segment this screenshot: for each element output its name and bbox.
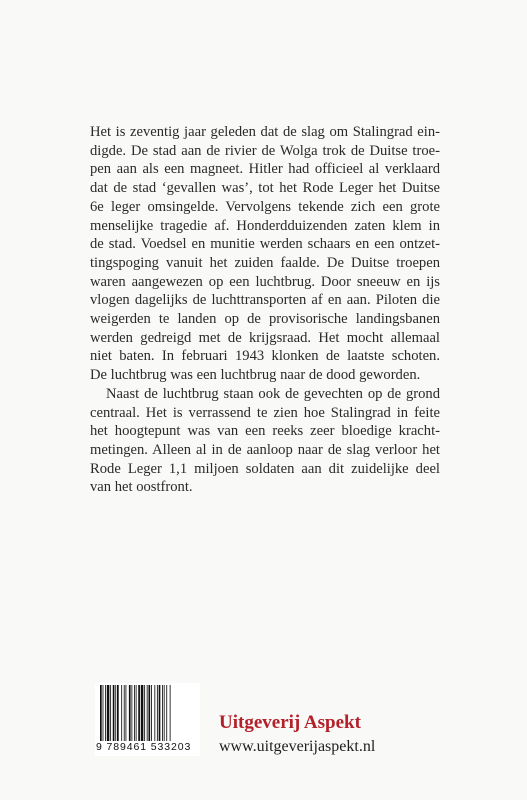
text-line: waren aangewezen op een luchtbrug. Door sneeuw en ijs: [90, 273, 440, 290]
barcode-bar: [136, 685, 137, 741]
barcode-bar: [164, 685, 165, 741]
text-line: De luchtbrug was een luchtbrug naar de dood geworden.: [90, 367, 421, 384]
barcode-bar: [129, 685, 131, 741]
barcode-bar: [141, 685, 144, 741]
text-line: menselijke tragedie af. Honderdduizenden zaten klem in: [90, 217, 440, 234]
barcode-bar: [159, 685, 161, 741]
text-line: Rode Leger 1,1 miljoen soldaten aan dit zuidelijke deel: [90, 460, 440, 477]
publisher-name: Uitgeverij Aspekt: [219, 712, 361, 733]
text-line: pen aan als een magneet. Hitler had officieel al verklaard: [90, 161, 440, 178]
text-line: vlogen dagelijks de luchttransporten af en aan. Piloten die: [90, 292, 440, 309]
blurb-paragraph-2: [90, 385, 440, 497]
barcode-bar: [113, 685, 115, 741]
barcode-bar: [147, 685, 148, 741]
barcode-bar: [157, 685, 158, 741]
blurb-paragraph-1: [90, 123, 440, 385]
text-line: dat de stad ‘gevallen was’, tot het Rode Leger het Duitse: [90, 180, 440, 197]
text-line: metingen. Alleen al in de aanloop naar de slag verloor het: [90, 441, 440, 458]
text-line: van het oostfront.: [90, 479, 193, 496]
barcode-bar: [107, 685, 110, 741]
barcode-bar: [154, 685, 155, 741]
text-line: centraal. Het is verrassend te zien hoe Stalingrad in feite: [90, 404, 440, 421]
barcode-bar: [138, 685, 140, 741]
barcode-bar: [100, 685, 102, 741]
barcode-bar: [105, 685, 106, 741]
text-line: Het is zeventig jaar geleden dat de slag om Stalingrad ein-: [90, 124, 440, 140]
text-line: het hoogtepunt was van een reeks zeer bloedige kracht-: [90, 423, 440, 440]
text-line: weigerden te landen op de provisorische landingsbanen: [90, 311, 440, 328]
publisher-url[interactable]: www.uitgeverijaspekt.nl: [219, 738, 376, 755]
isbn-barcode: [95, 683, 200, 756]
text-line: Naast de luchtbrug staan ook de gevechten op de grond: [106, 385, 440, 402]
barcode-bar: [115, 685, 116, 741]
barcode-bar: [144, 685, 145, 741]
barcode-bar: [124, 685, 125, 741]
barcode-bars: [99, 685, 195, 741]
barcode-bar: [121, 685, 122, 741]
barcode-bar: [131, 685, 132, 741]
isbn-number: 9 789461 533203: [96, 741, 192, 753]
text-line: niet baten. In februari 1943 klonken de laatste schoten.: [90, 348, 440, 365]
blurb-text: [90, 123, 440, 497]
barcode-bar: [126, 685, 127, 741]
text-line: 6e leger omsingelde. Vervolgens tekende zich een grote: [90, 198, 440, 215]
barcode-bar: [117, 685, 119, 741]
text-line: digde. De stad aan de rivier de Wolga trok de Duitse troe-: [90, 142, 440, 159]
barcode-bar: [151, 685, 152, 741]
barcode-bar: [134, 685, 135, 741]
barcode-bar: [162, 685, 163, 741]
barcode-bar: [166, 685, 167, 741]
text-line: de stad. Voedsel en munitie werden schaars en een ontzet-: [90, 236, 440, 253]
barcode-bar: [170, 685, 171, 741]
barcode-bar: [103, 685, 104, 741]
barcode-bar: [110, 685, 111, 741]
barcode-bar: [148, 685, 150, 741]
text-line: werden gedreigd met de krijgsraad. Het mocht allemaal: [90, 329, 440, 346]
text-line: tingspoging vanuit het zuiden faalde. De Duitse troepen: [90, 254, 440, 271]
